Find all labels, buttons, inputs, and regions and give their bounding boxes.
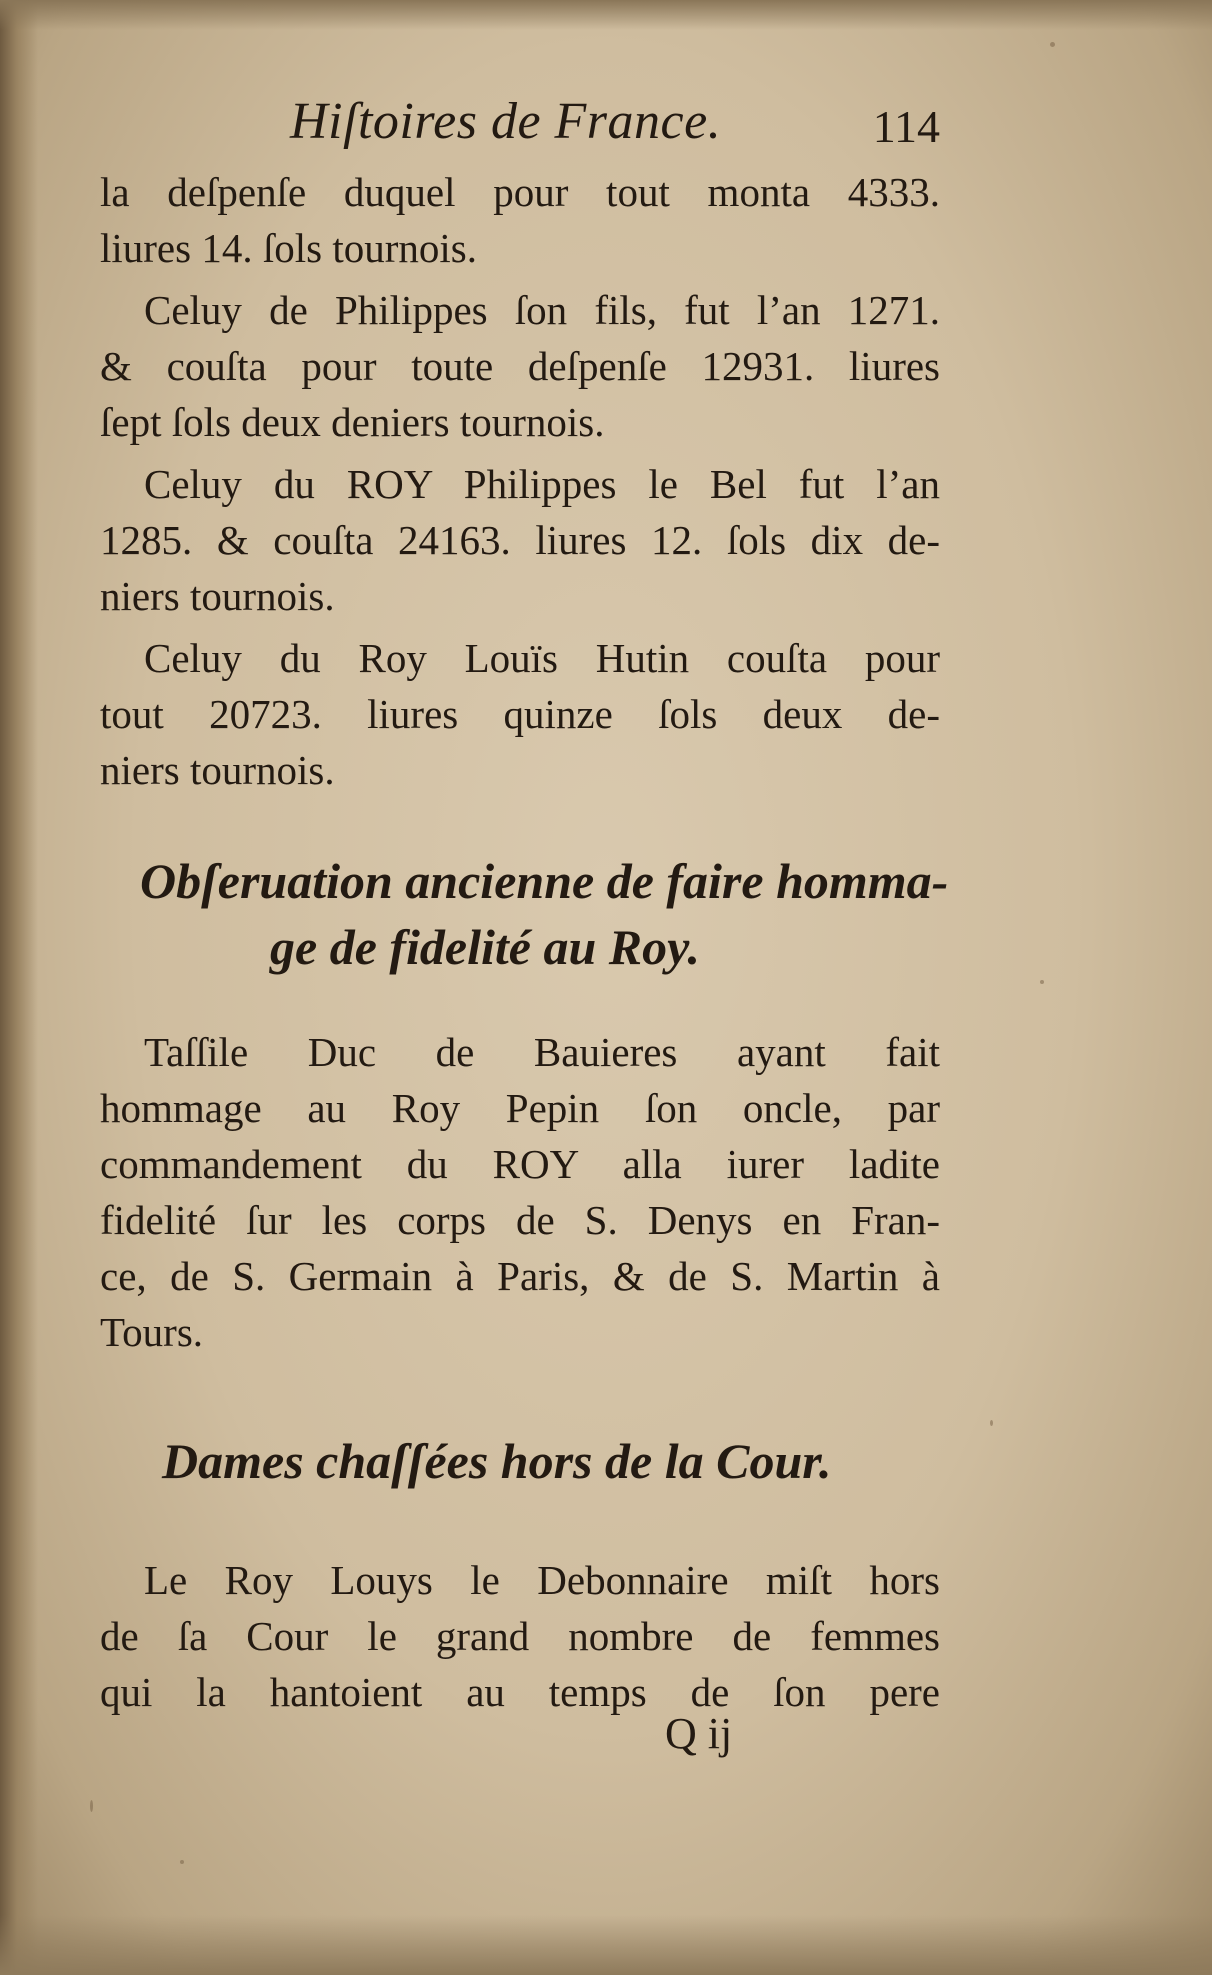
text-line: & couſta pour toute deſpenſe 12931. liures [100,343,940,389]
text-line: Celuy du Roy Louïs Hutin couſta pour [144,635,940,681]
text-line: Celuy de Philippes ſon fils, fut l’an 1271. [144,287,940,333]
page-gutter-shadow [0,0,38,1975]
text-line: tout 20723. liures quinze ſols deux de- [100,691,940,737]
section-heading-hommage [100,848,949,980]
catchword-signature: Q ij [665,1709,733,1758]
paragraph-3 [100,456,940,624]
section-body-hommage [100,1024,940,1360]
text-line: niers tournois. [100,747,335,793]
text-line: la deſpenſe duquel pour tout monta 4333. [100,169,940,215]
text-line: ſept ſols deux deniers tournois. [100,399,605,445]
page-bottom-edge [0,1915,1212,1975]
paragraph-4 [100,630,940,798]
paper-speck [990,1420,993,1426]
text-line: commandement du ROY alla iurer ladite [100,1141,940,1187]
text-line: qui la hantoient au temps de ſon pere [100,1669,940,1715]
text-line: fidelité ſur les corps de S. Denys en Fran- [100,1197,940,1243]
heading-line: ge de fidelité au Roy. [270,919,700,975]
heading-line: Obſeruation ancienne de faire homma- [140,853,949,909]
text-line: Taſſile Duc de Bauieres ayant fait [144,1029,940,1075]
paper-speck [180,1860,184,1864]
text-line: Celuy du ROY Philippes le Bel fut l’an [144,461,940,507]
paper-speck [1050,42,1055,47]
section-body-dames [100,1552,940,1720]
paper-speck [1040,980,1044,984]
section-heading-dames [100,1428,940,1494]
text-line: liures 14. ſols tournois. [100,225,477,271]
text-line: de ſa Cour le grand nombre de femmes [100,1613,940,1659]
text-line: ce, de S. Germain à Paris, & de S. Martin à [100,1253,940,1299]
paragraph-2 [100,282,940,450]
text-line: niers tournois. [100,573,335,619]
page-header [100,92,940,162]
paragraph-1 [100,164,940,276]
text-line: 1285. & couſta 24163. liures 12. ſols dix de- [100,517,940,563]
text-line: Le Roy Louys le Debonnaire miſt hors [144,1557,940,1603]
page-top-edge [0,0,1212,30]
page-number: 114 [872,101,940,152]
text-line: Tours. [100,1309,204,1355]
heading-line: Dames chaſſées hors de la Cour. [162,1433,832,1489]
text-line: hommage au Roy Pepin ſon oncle, par [100,1085,940,1131]
paper-speck [90,1800,93,1812]
running-title: Hiſtoires de France. [290,93,722,150]
